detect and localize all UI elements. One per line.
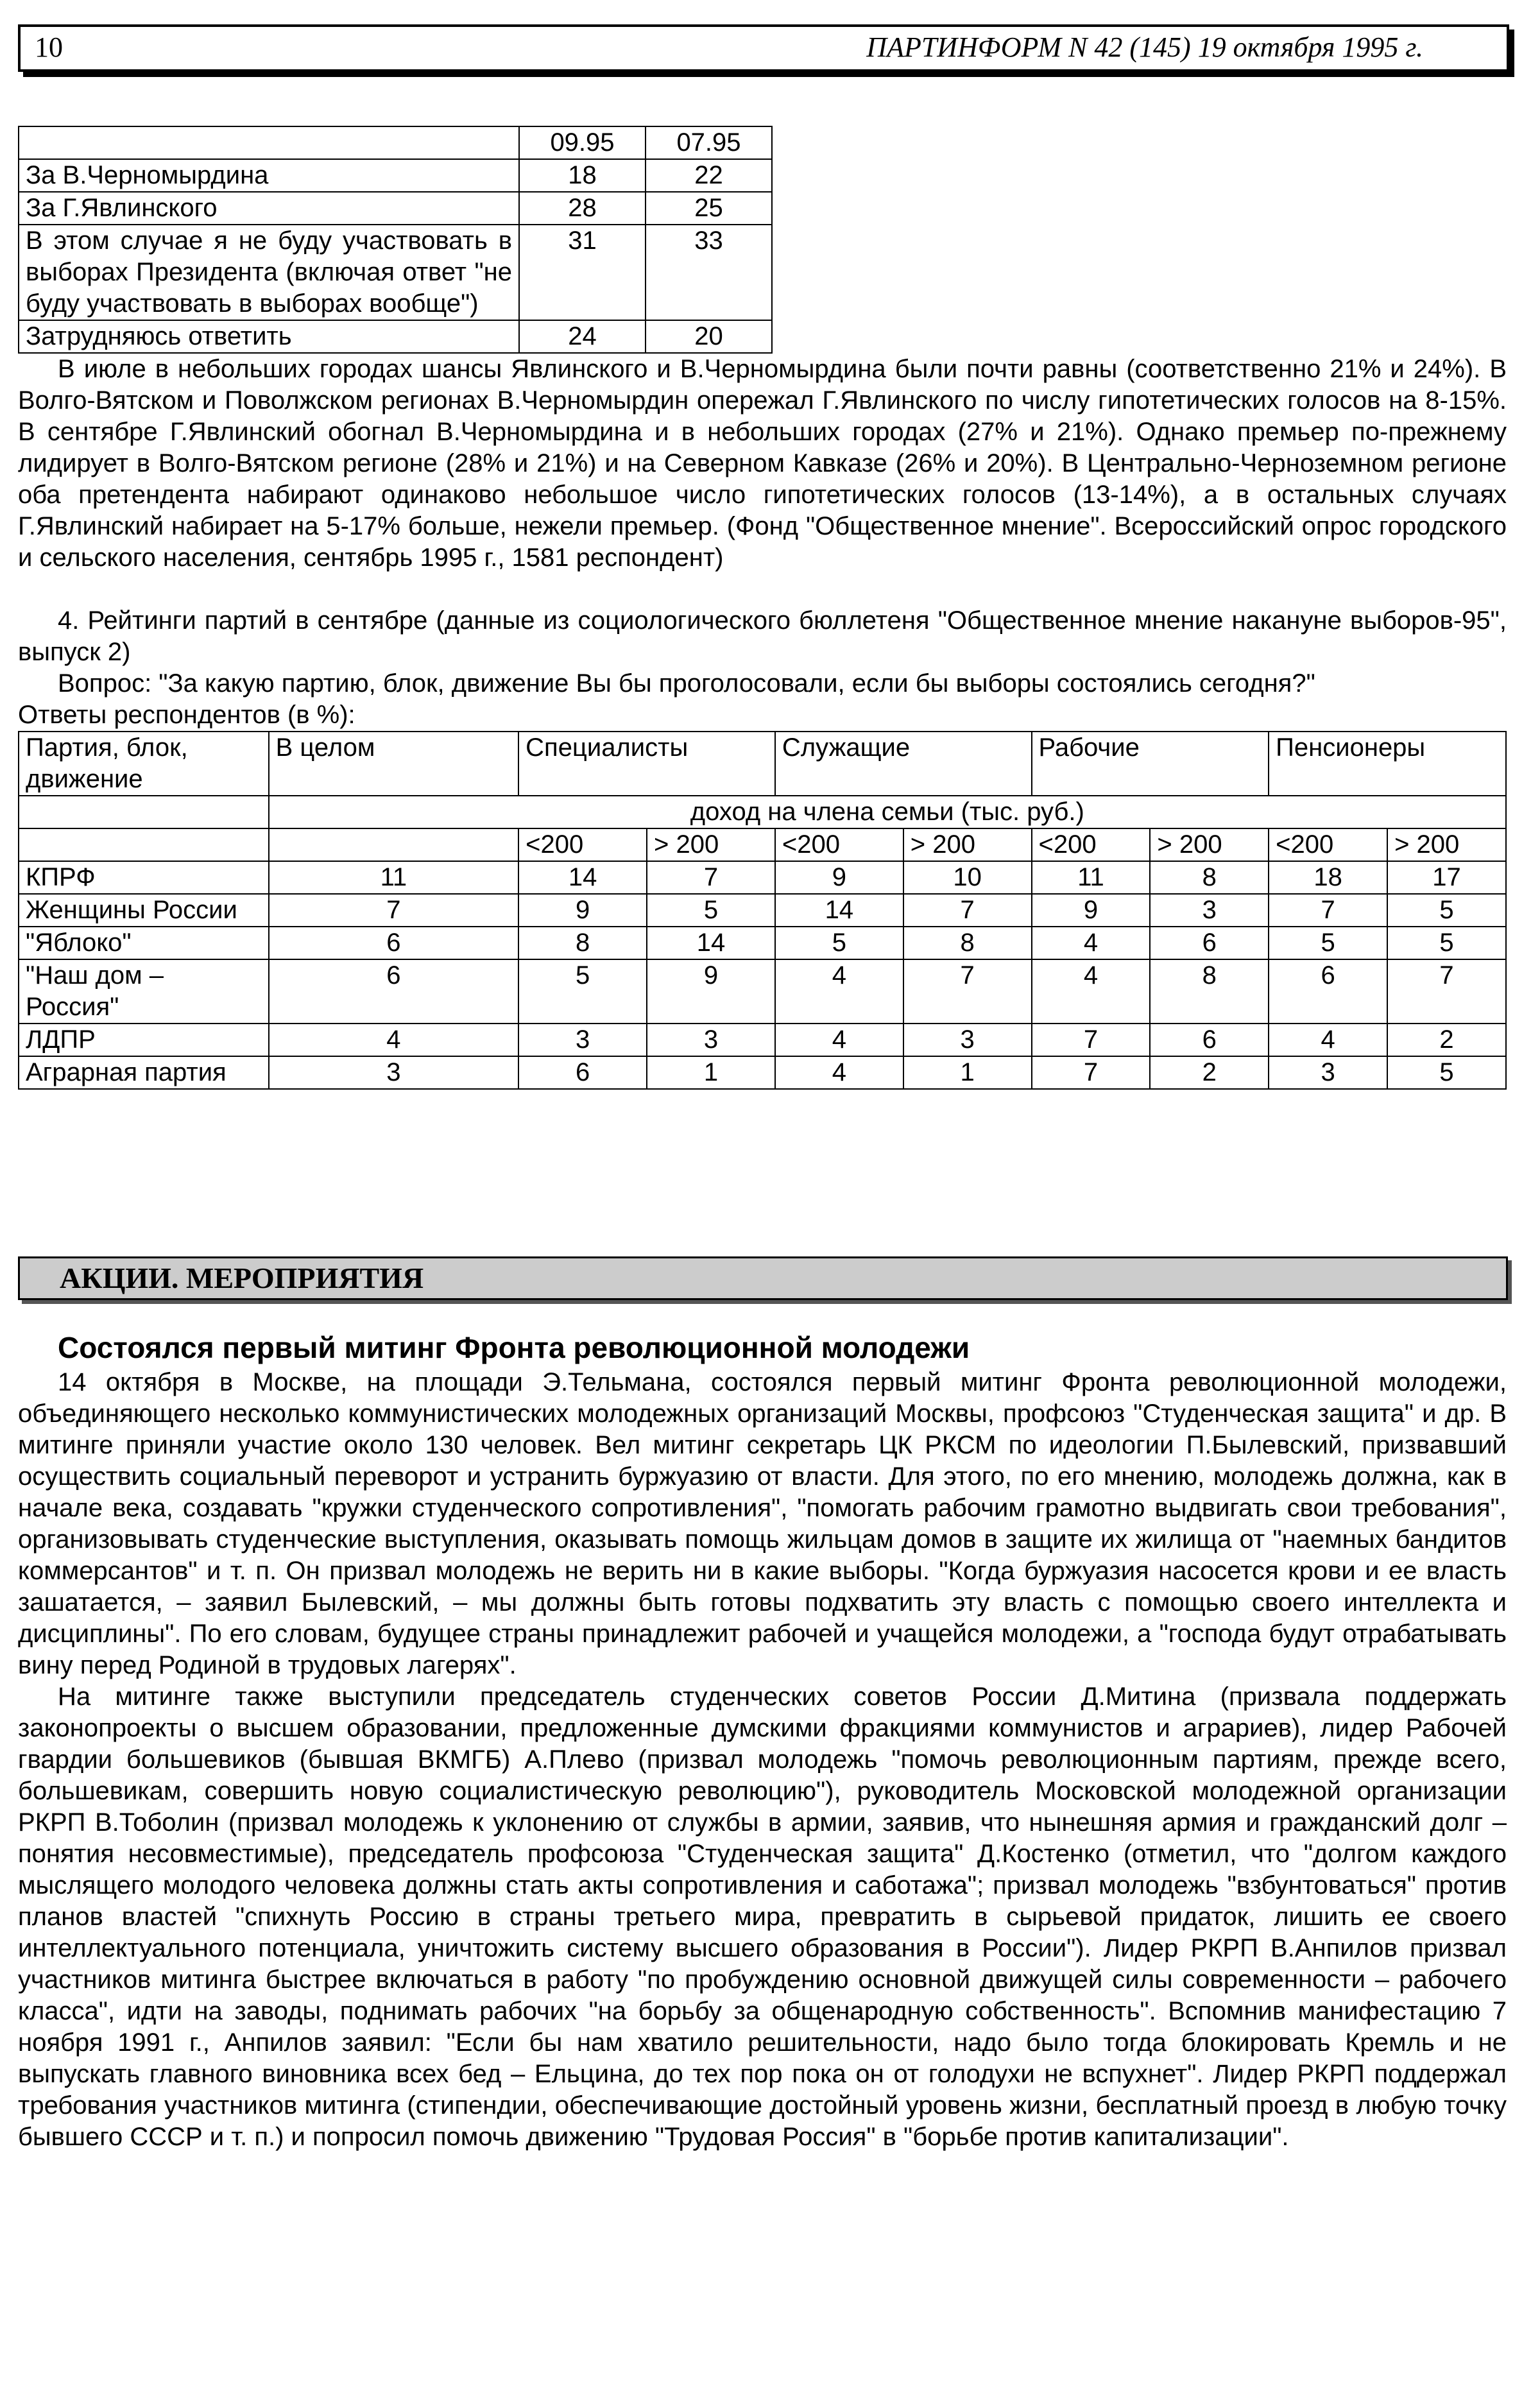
column-header: Специалисты: [518, 732, 775, 796]
publication-title: ПАРТИНФОРМ N 42 (145) 19 октября 1995 г.: [866, 31, 1423, 63]
column-header: 07.95: [646, 126, 772, 159]
table-cell: 3: [903, 1024, 1032, 1056]
party-name: "Наш дом – Россия": [19, 959, 269, 1024]
table-cell: 3: [647, 1024, 775, 1056]
table-cell: 11: [269, 861, 519, 894]
row-label: За В.Черномырдина: [19, 159, 519, 192]
income-low: <200: [518, 828, 647, 861]
table-row: [19, 959, 1506, 1024]
table-cell: 4: [269, 1024, 519, 1056]
party-name: "Яблоко": [19, 927, 269, 959]
table-cell: 33: [646, 225, 772, 320]
table-cell: 4: [1032, 927, 1151, 959]
party-ratings-table: [18, 731, 1507, 1090]
party-name: ЛДПР: [19, 1024, 269, 1056]
table-cell: 4: [1032, 959, 1151, 1024]
income-header: доход на члена семьи (тыс. руб.): [269, 796, 1506, 828]
table-row: [19, 861, 1506, 894]
table-cell: 1: [647, 1056, 775, 1089]
table-cell: 11: [1032, 861, 1151, 894]
table-cell: 22: [646, 159, 772, 192]
table-cell: 5: [1387, 1056, 1506, 1089]
table-cell: 14: [775, 894, 903, 927]
table-cell: 5: [1387, 927, 1506, 959]
table-cell: 7: [903, 894, 1032, 927]
table-row: [19, 192, 772, 225]
table-cell: 4: [1269, 1024, 1387, 1056]
column-header: Пенсионеры: [1269, 732, 1506, 796]
table-cell: 9: [775, 861, 903, 894]
party-name: Аграрная партия: [19, 1056, 269, 1089]
income-low: <200: [775, 828, 903, 861]
table-cell: 8: [1150, 861, 1269, 894]
body-paragraph: 4. Рейтинги партий в сентябре (данные из социологического бюллетеня "Общественное мнение накануне выборов-95", выпуск 2): [18, 606, 1507, 666]
page-header: [18, 24, 1509, 72]
column-header: Партия, блок, движение: [19, 732, 269, 796]
article-title: Состоялся первый митинг Фронта революционной молодежи: [58, 1331, 970, 1364]
main-content: [18, 126, 1507, 1090]
table-cell: 7: [1387, 959, 1506, 1024]
table-row: [19, 159, 772, 192]
table-header-row: [19, 828, 1506, 861]
table-cell: 7: [903, 959, 1032, 1024]
candidates-table: [18, 126, 773, 354]
row-label: Затрудняюсь ответить: [19, 320, 519, 353]
table-row: [19, 1024, 1506, 1056]
article-paragraph: 14 октября в Москве, на площади Э.Тельмана, состоялся первый митинг Фронта революционной молодежи, объединяющего несколько коммунистических молодежных организаций Москвы, профсоюз "Студенческая защита" и др. В митинге приняли участие около 130 человек. Вел митинг секретарь ЦК РКСМ по идеологии П.Былевский, призвавший осуществить социальный переворот и устранить буржуазию от власти. Для этого, по его мнению, молодежь должна, как в начале века, создавать "кружки студенческого сопротивления", "помогать рабочим грамотно выдвигать свои требования", организовывать студенческие выступления, оказывать помощь жильцам домов в защите их жилища от "наемных бандитов коммерсантов" и т. п. Он призвал молодежь не верить ни в какие выборы. "Когда буржуазия насосется крови и ее власть зашатается, – заявил Былевский, – мы должны быть готовы подхватить эту власть с помощью своего интеллекта и дисциплины". По его словам, будущее страны принадлежит рабочей и учащейся молодежи, а "господа будут отрабатывать вину перед Родиной в трудовых лагерях".: [18, 1368, 1507, 1679]
column-header: Рабочие: [1032, 732, 1269, 796]
table-header-row: [19, 732, 1506, 796]
table-cell: 4: [775, 1056, 903, 1089]
table-row: [19, 320, 772, 353]
table-cell: 7: [1032, 1024, 1151, 1056]
column-header: 09.95: [519, 126, 646, 159]
income-low: <200: [1032, 828, 1151, 861]
table-cell: 6: [518, 1056, 647, 1089]
table-cell: 10: [903, 861, 1032, 894]
table-cell: 14: [518, 861, 647, 894]
table-cell: 8: [1150, 959, 1269, 1024]
table-cell: 1: [903, 1056, 1032, 1089]
table-cell: 6: [1269, 959, 1387, 1024]
income-high: > 200: [903, 828, 1032, 861]
party-name: КПРФ: [19, 861, 269, 894]
table-cell: 7: [647, 861, 775, 894]
table-cell: 5: [775, 927, 903, 959]
table-header-row: [19, 796, 1506, 828]
page-number: 10: [35, 31, 63, 63]
party-rows: [19, 861, 1506, 1089]
table-cell: 9: [1032, 894, 1151, 927]
income-low: <200: [1269, 828, 1387, 861]
table-cell: 4: [775, 959, 903, 1024]
table-cell: 25: [646, 192, 772, 225]
table-cell: 3: [1269, 1056, 1387, 1089]
table-cell: 24: [519, 320, 646, 353]
table-row: [19, 894, 1506, 927]
table-cell: 9: [518, 894, 647, 927]
income-high: > 200: [1150, 828, 1269, 861]
table-cell: 7: [1032, 1056, 1151, 1089]
table-cell: 5: [1387, 894, 1506, 927]
table-cell: 7: [1269, 894, 1387, 927]
table-cell: 2: [1150, 1056, 1269, 1089]
table-cell: 2: [1387, 1024, 1506, 1056]
party-name: Женщины России: [19, 894, 269, 927]
table-cell: 6: [1150, 927, 1269, 959]
table-cell: 5: [647, 894, 775, 927]
table-cell: 8: [518, 927, 647, 959]
article-paragraph: На митинге также выступили председатель студенческих советов России Д.Митина (призвала поддержать законопроекты о высшем образовании, предложенные думскими фракциями коммунистов и аграриев), лидер Рабочей гвардии большевиков (бывшая ВКМГБ) А.Плево (призвал молодежь "помочь революционным партиям, прежде всего, большевикам, совершить новую социалистическую революцию"), руководитель Московской молодежной организации РКРП В.Тоболин (призвал молодежь к уклонению от службы в армии, заявив, что нынешняя армия и гражданский долг – понятия несовместимые), председатель профсоюза "Студенческая защита" Д.Костенко (отметил, что "долгом каждого мыслящего молодого человека должны стать акты сопротивления и саботажа"; призвал молодежь "взбунтоваться" против планов властей "спихнуть Россию в страны третьего мира, превратить в сырьевой придаток, лишить ее своего интеллектуального потенциала, уничтожить систему высшего образования в России"). Лидер РКРП В.Анпилов призвал участников митинга быстрее включаться в работу "по пробуждению основной движущей силы современности – рабочего класса", идти на заводы, поднимать рабочих "на борьбу за общенародную собственность". Вспомнив манифестацию 7 ноября 1991 г., Анпилов заявил: "Если бы нам хватило решительности, надо было тогда блокировать Кремль и не выпускать главного виновника всех бед – Ельцина, до тех пор пока он от голодухи не вспухнет". Лидер РКРП поддержал требования участников митинга (стипендии, обеспечивающие достойный уровень жизни, бесплатный проезд в любую точку бывшего СССР и т. п.) и попросил помочь движению "Трудовая Россия" в "борьбе против капитализации".: [18, 1683, 1507, 2151]
article: [18, 1328, 1507, 2153]
table-cell: 6: [269, 927, 519, 959]
table-cell: 5: [1269, 927, 1387, 959]
table-cell: 4: [775, 1024, 903, 1056]
body-paragraph: Вопрос: "За какую партию, блок, движение Вы бы проголосовали, если бы выборы состоялись сегодня?": [58, 669, 1315, 698]
table-cell: 14: [647, 927, 775, 959]
table-cell: 6: [269, 959, 519, 1024]
column-header: Служащие: [775, 732, 1032, 796]
table-cell: 8: [903, 927, 1032, 959]
row-label: В этом случае я не буду участвовать в выборах Президента (включая ответ "не буду участвовать в выборах вообще"): [19, 225, 519, 320]
table-header-row: [19, 126, 772, 159]
table-row: [19, 1056, 1506, 1089]
table-cell: 20: [646, 320, 772, 353]
income-high: > 200: [1387, 828, 1506, 861]
table-cell: 3: [1150, 894, 1269, 927]
income-high: > 200: [647, 828, 775, 861]
table-cell: 18: [519, 159, 646, 192]
table-cell: 7: [269, 894, 519, 927]
table-cell: 9: [647, 959, 775, 1024]
table-cell: 18: [1269, 861, 1387, 894]
table-row: [19, 225, 772, 320]
section-title: АКЦИИ. МЕРОПРИЯТИЯ: [60, 1262, 424, 1294]
column-header: В целом: [269, 732, 519, 796]
row-label: За Г.Явлинского: [19, 192, 519, 225]
section-header: [18, 1256, 1508, 1300]
table-cell: 17: [1387, 861, 1506, 894]
table-cell: 28: [519, 192, 646, 225]
body-paragraph: Ответы респондентов (в %):: [18, 701, 355, 729]
table-row: [19, 927, 1506, 959]
table-cell: 3: [269, 1056, 519, 1089]
table-cell: 6: [1150, 1024, 1269, 1056]
table-cell: 3: [518, 1024, 647, 1056]
table-cell: 31: [519, 225, 646, 320]
table-cell: 5: [518, 959, 647, 1024]
body-paragraph: В июле в небольших городах шансы Явлинского и В.Черномырдина были почти равны (соответственно 21% и 24%). В Волго-Вятском и Поволжском регионах В.Черномырдин опережал Г.Явлинского по числу гипотетических голосов на 8-15%. В сентябре Г.Явлинский обогнал В.Черномырдина и в небольших городах (27% и 21%). Однако премьер по-прежнему лидирует в Волго-Вятском регионе (28% и 21%) и на Северном Кавказе (26% и 20%). В Центрально-Черноземном регионе оба претендента набирают одинаково небольшое число гипотетических голосов (13-14%), а в остальных случаях Г.Явлинский набирает на 5-17% больше, нежели премьер. (Фонд "Общественное мнение". Всероссийский опрос городского и сельского населения, сентябрь 1995 г., 1581 респондент): [18, 355, 1507, 572]
